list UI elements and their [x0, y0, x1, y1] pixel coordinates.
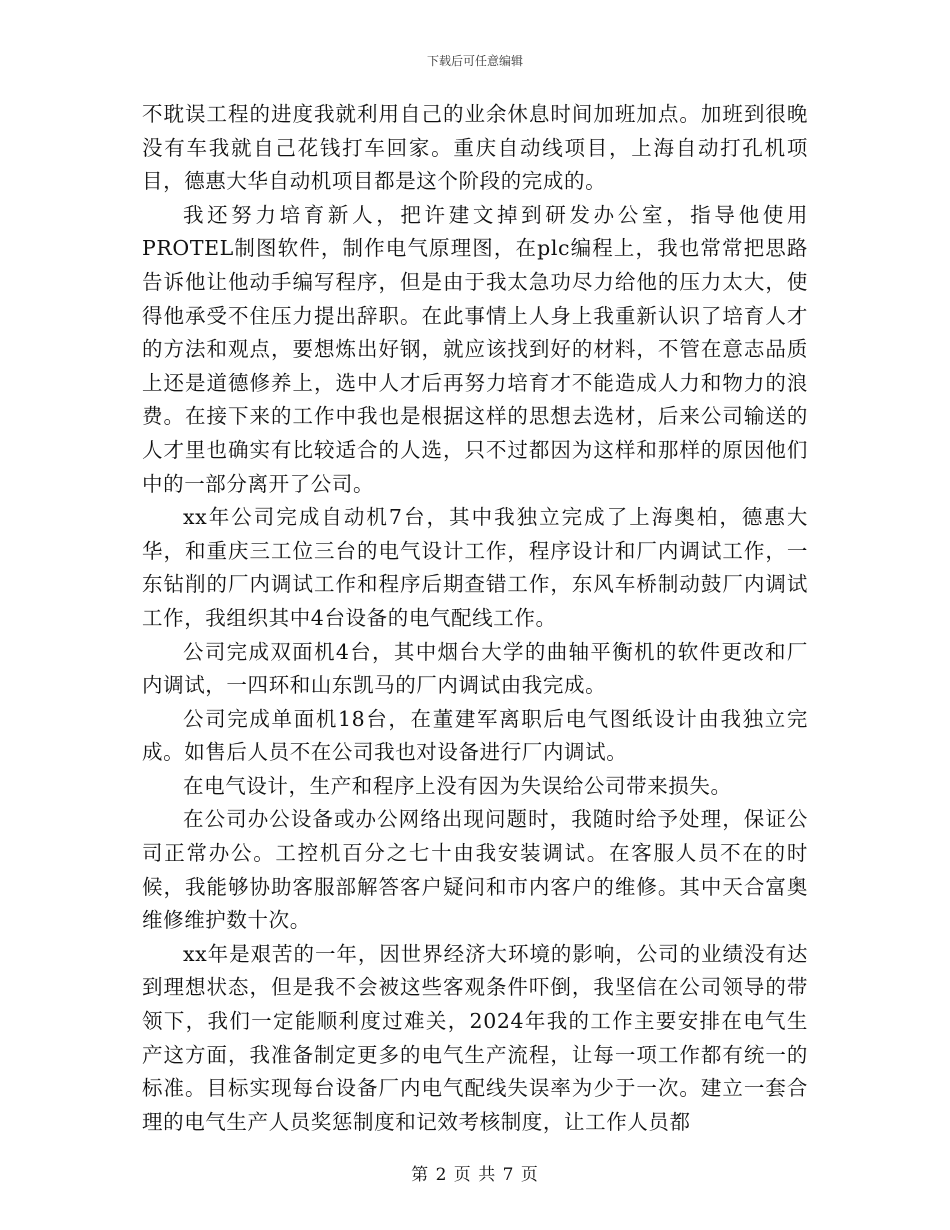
paragraph: 我还努力培育新人，把许建文掉到研发办公室，指导他使用PROTEL制图软件，制作电气原理图，在plc编程上，我也常常把思路告诉他让他动手编写程序，但是由于我太急功尽力给他的压力太大，使得他承受不住压力提出辞职。在此事情上人身上我重新认识了培育人才的方法和观点，要想炼出好钢，就应该找到好的材料，不管在意志品质上还是道德修养上，选中人才后再努力培育才不能造成人力和物力的浪费。在接下来的工作中我也是根据这样的思想去选材，后来公司输送的人才里也确实有比较适合的人选，只不过都因为这样和那样的原因他们中的一部分离开了公司。 — [142, 202, 808, 496]
paragraph: xx年公司完成自动机7台，其中我独立完成了上海奥柏，德惠大华，和重庆三工位三台的电气设计工作，程序设计和厂内调试工作，一东钻削的厂内调试工作和程序后期查错工作，东风车桥制动鼓厂内调试工作，我组织其中4台设备的电气配线工作。 — [142, 505, 808, 630]
paragraph: 在公司办公设备或办公网络出现问题时，我随时给予处理，保证公司正常办公。工控机百分之七十由我安装调试。在客服人员不在的时候，我能够协助客服部解答客户疑问和市内客户的维修。其中天合富奥维修维护数十次。 — [142, 807, 808, 933]
paragraph: 不耽误工程的进度我就利用自己的业余休息时间加班加点。加班到很晚没有车我就自己花钱打车回家。重庆自动线项目，上海自动打孔机项目，德惠大华自动机项目都是这个阶段的完成的。 — [142, 102, 808, 194]
page-header: 下载后可任意编辑 — [426, 54, 523, 68]
paragraph: 在电气设计，生产和程序上没有因为失误给公司带来损失。 — [183, 773, 732, 798]
paragraph: 公司完成双面机4台，其中烟台大学的曲轴平衡机的软件更改和厂内调试，一四环和山东凯马的厂内调试由我完成。 — [142, 639, 808, 698]
page-number-footer: 第 2 页 共 7 页 — [411, 1165, 539, 1185]
paragraph: xx年是艰苦的一年，因世界经济大环境的影响，公司的业绩没有达到理想状态，但是我不会被这些客观条件吓倒，我坚信在公司领导的带领下，我们一定能顺利度过难关，2024年我的工作主要安排在电气生产这方面，我准备制定更多的电气生产流程，让每一项工作都有统一的标准。目标实现每台设备厂内电气配线失误率为少于一次。建立一套合理的电气生产人员奖惩制度和记效考核制度，让工作人员都 — [142, 941, 808, 1134]
paragraph: 公司完成单面机18台，在董建军离职后电气图纸设计由我独立完成。如售后人员不在公司我也对设备进行厂内调试。 — [142, 706, 808, 765]
document-body — [142, 98, 808, 1139]
